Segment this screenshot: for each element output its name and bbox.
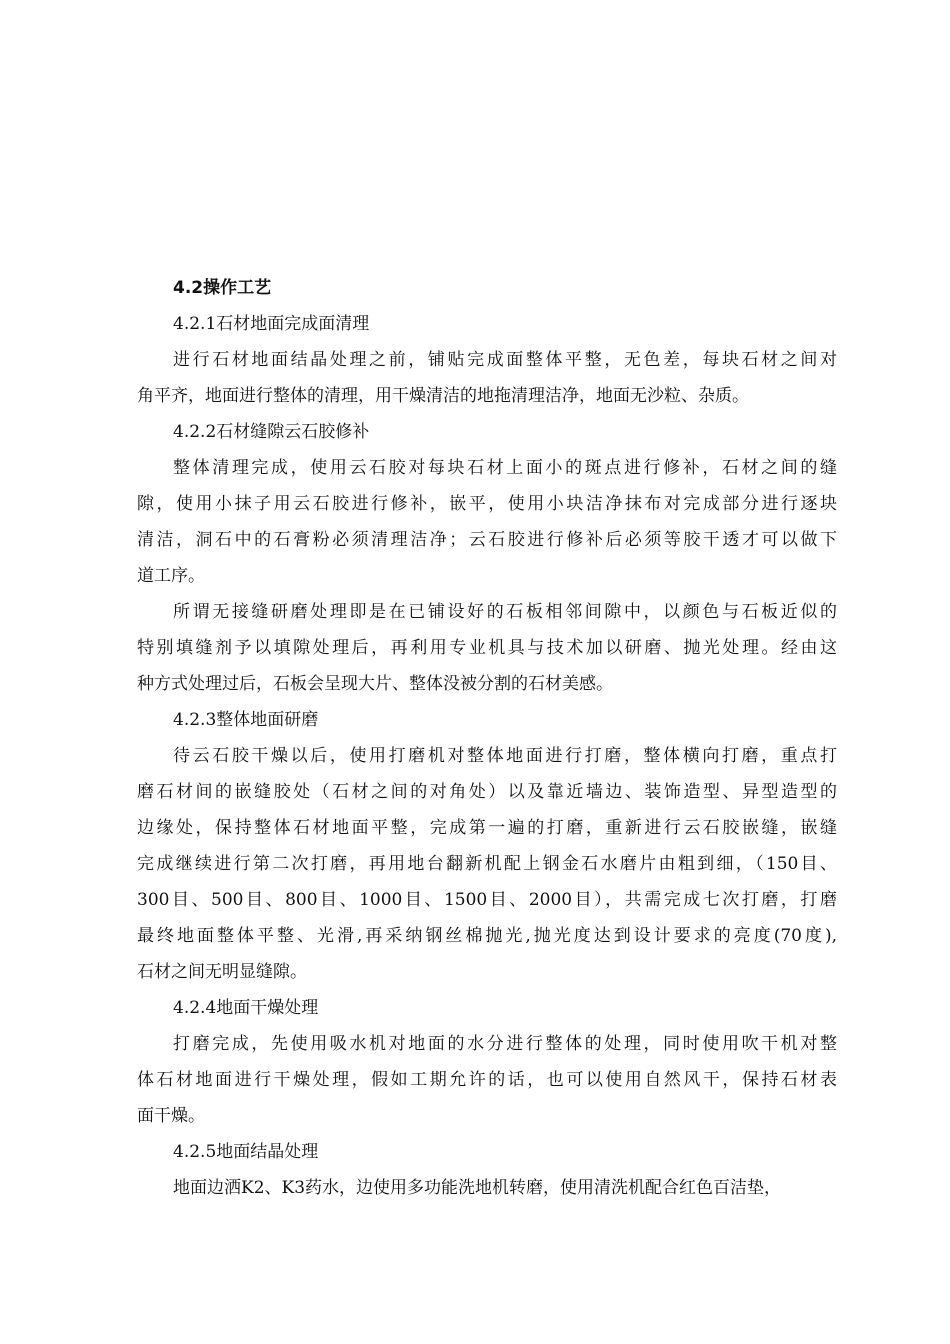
paragraph-line: 特别填缝剂予以填隙处理后，再利用专业机具与技术加以研磨、抛光处理。经由这 [137,638,837,658]
paragraph-line: 面干燥。 [137,1106,205,1126]
paragraph-line: 道工序。 [137,566,205,586]
paragraph-line: 角平齐，地面进行整体的清理，用干燥清洁的地拖清理洁净，地面无沙粒、杂质。 [137,386,749,406]
paragraph-line: 边缘处，保持整体石材地面平整，完成第一遍的打磨，重新进行云石胶嵌缝，嵌缝 [137,818,837,838]
paragraph-line: 种方式处理过后，石板会呈现大片、整体没被分割的石材美感。 [137,674,613,694]
paragraph-line: 所谓无接缝研磨处理即是在已铺设好的石板相邻间隙中，以颜色与石板近似的 [173,602,837,622]
paragraph-line: 清洁，洞石中的石膏粉必须清理洁净；云石胶进行修补后必须等胶干透才可以做下 [137,530,837,550]
paragraph [137,738,837,990]
subsection-heading: 4.2.3整体地面研磨 [173,710,319,730]
paragraph-line: 完成继续进行第二次打磨，再用地台翻新机配上钢金石水磨片由粗到细，（150目、 [137,854,837,874]
paragraph-line: 整体清理完成，使用云石胶对每块石材上面小的斑点进行修补，石材之间的缝 [173,458,837,478]
document-body [137,270,837,1206]
paragraph [137,594,837,702]
paragraph-line: 打磨完成，先使用吸水机对地面的水分进行整体的处理，同时使用吹干机对整 [173,1034,837,1054]
paragraph-line: 300目、500目、800目、1000目、1500目、2000目），共需完成七次打磨，打磨 [137,890,837,910]
paragraph-line: 最终地面整体平整、光滑,再采纳钢丝棉抛光,抛光度达到设计要求的亮度(70度), [137,926,837,946]
paragraph-line: 磨石材间的嵌缝胶处（石材之间的对角处）以及靠近墙边、装饰造型、异型造型的 [137,782,837,802]
subsection-heading: 4.2.1石材地面完成面清理 [173,314,370,334]
subsection-heading: 4.2.5地面结晶处理 [173,1142,319,1162]
paragraph-line: 隙，使用小抹子用云石胶进行修补，嵌平，使用小块洁净抹布对完成部分进行逐块 [137,494,837,514]
paragraph [137,1026,837,1134]
paragraph-line: 进行石材地面结晶处理之前，铺贴完成面整体平整，无色差，每块石材之间对 [173,350,837,370]
paragraph-line: 地面边洒K2、K3药水，边使用多功能洗地机转磨，使用清洗机配合红色百洁垫， [173,1178,782,1198]
paragraph-line: 待云石胶干燥以后，使用打磨机对整体地面进行打磨，整体横向打磨，重点打 [173,746,837,766]
section-heading: 4.2操作工艺 [173,278,272,298]
paragraph [137,1170,837,1206]
subsection-heading: 4.2.2石材缝隙云石胶修补 [173,422,370,442]
paragraph [137,342,837,414]
paragraph [137,450,837,594]
paragraph-line: 石材之间无明显缝隙。 [137,962,307,982]
paragraph-line: 体石材地面进行干燥处理，假如工期允许的话，也可以使用自然风干，保持石材表 [137,1070,837,1090]
subsection-heading: 4.2.4地面干燥处理 [173,998,319,1018]
